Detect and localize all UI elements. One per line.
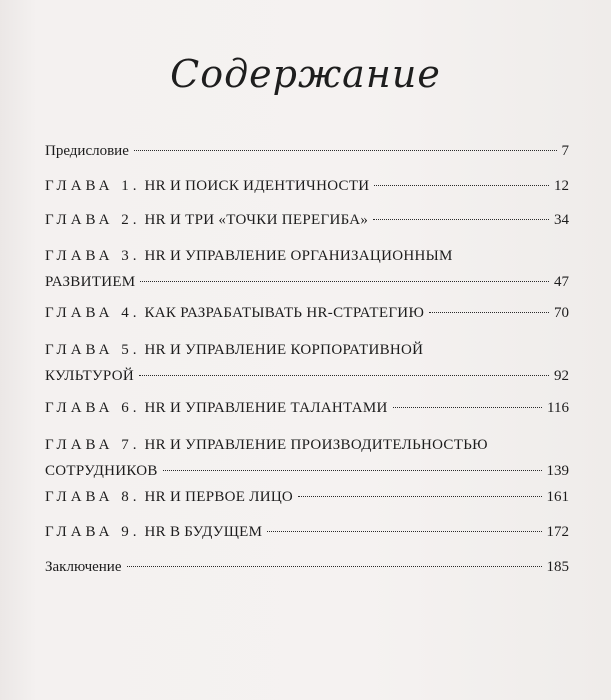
dot-leader <box>163 470 542 471</box>
entry-title: Предисловие <box>45 143 129 159</box>
entry-title: HR И УПРАВЛЕНИЕ ОРГАНИЗАЦИОННЫМ <box>144 248 453 264</box>
entry-title: КАК РАЗРАБАТЫВАТЬ HR-СТРАТЕГИЮ <box>144 305 425 321</box>
chapter-prefix: ГЛАВА 1. <box>45 178 141 194</box>
page-number: 161 <box>546 489 569 505</box>
entry-title: HR И ПОИСК ИДЕНТИЧНОСТИ <box>144 178 370 194</box>
entry-title: Заключение <box>45 559 122 575</box>
dot-leader <box>267 531 541 532</box>
entry-title: HR И ПЕРВОЕ ЛИЦО <box>144 489 293 505</box>
page-number: 7 <box>561 143 569 159</box>
page-title: Содержание <box>170 52 441 96</box>
page-number: 116 <box>547 400 569 416</box>
chapter-prefix: ГЛАВА 7. <box>45 437 141 453</box>
page-number: 70 <box>554 305 569 321</box>
page-number: 185 <box>546 559 569 575</box>
page-number: 139 <box>546 463 569 479</box>
toc-entry-chapter-7[interactable] <box>45 432 569 484</box>
chapter-prefix: ГЛАВА 6. <box>45 400 141 416</box>
bleed-through-text <box>300 118 307 140</box>
toc-entry-preface[interactable] <box>45 138 569 164</box>
chapter-prefix: ГЛАВА 5. <box>45 342 141 358</box>
entry-title: HR И УПРАВЛЕНИЕ ТАЛАНТАМИ <box>144 400 388 416</box>
dot-leader <box>139 375 549 376</box>
toc-entry-chapter-4[interactable] <box>45 300 569 326</box>
toc-entry-conclusion[interactable] <box>45 554 569 580</box>
page-number: 34 <box>554 212 569 228</box>
dot-leader <box>393 407 542 408</box>
dot-leader <box>429 312 549 313</box>
toc-entry-chapter-3[interactable] <box>45 243 569 295</box>
entry-title: HR В БУДУЩЕМ <box>144 524 263 540</box>
toc-entry-chapter-8[interactable] <box>45 484 569 510</box>
entry-title: HR И ТРИ «ТОЧКИ ПЕРЕГИБА» <box>144 212 369 228</box>
dot-leader <box>374 185 549 186</box>
entry-title: HR И УПРАВЛЕНИЕ ПРОИЗВОДИТЕЛЬНОСТЬЮ <box>144 437 488 453</box>
toc-entry-chapter-5[interactable] <box>45 337 569 389</box>
page-number: 172 <box>546 524 569 540</box>
entry-title: HR И УПРАВЛЕНИЕ КОРПОРАТИВНОЙ <box>144 342 424 358</box>
entry-title-continued: РАЗВИТИЕМ <box>45 274 136 290</box>
dot-leader <box>134 150 557 151</box>
dot-leader <box>127 566 542 567</box>
dot-leader <box>373 219 549 220</box>
toc-entry-chapter-2[interactable] <box>45 207 569 233</box>
toc-entry-chapter-1[interactable] <box>45 173 569 199</box>
toc-entry-chapter-9[interactable] <box>45 519 569 545</box>
chapter-prefix: ГЛАВА 4. <box>45 305 141 321</box>
page-number: 47 <box>554 274 569 290</box>
dot-leader <box>140 281 549 282</box>
dot-leader <box>298 496 542 497</box>
toc-entry-chapter-6[interactable] <box>45 395 569 421</box>
entry-title-continued: СОТРУДНИКОВ <box>45 463 158 479</box>
page-number: 12 <box>554 178 569 194</box>
chapter-prefix: ГЛАВА 2. <box>45 212 141 228</box>
chapter-prefix: ГЛАВА 3. <box>45 248 141 264</box>
page-number: 92 <box>554 368 569 384</box>
chapter-prefix: ГЛАВА 8. <box>45 489 141 505</box>
chapter-prefix: ГЛАВА 9. <box>45 524 141 540</box>
entry-title-continued: КУЛЬТУРОЙ <box>45 368 134 384</box>
